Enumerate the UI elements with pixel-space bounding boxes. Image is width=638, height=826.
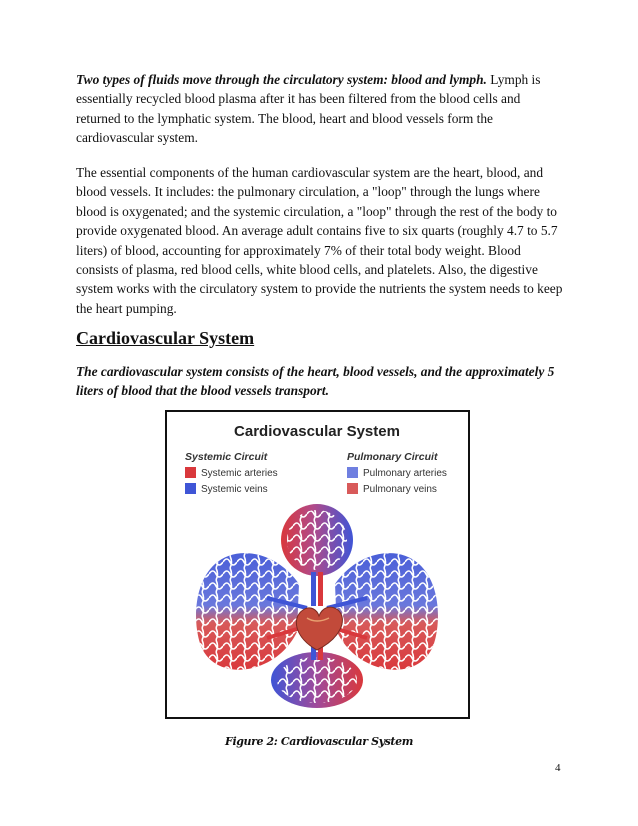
- heart-icon: [296, 607, 342, 650]
- legend-swatch-systemic-veins: [185, 483, 196, 494]
- page-number: 4: [555, 762, 561, 774]
- legend-systemic-veins: Systemic veins: [201, 484, 268, 495]
- right-lung-lobe: [335, 553, 438, 670]
- cardiovascular-diagram: [167, 412, 468, 717]
- legend-systemic-header: Systemic Circuit: [185, 451, 268, 463]
- cardiovascular-figure: [165, 410, 470, 719]
- legend-pulmonary-veins: Pulmonary veins: [363, 484, 437, 495]
- legend-swatch-systemic-arteries: [185, 467, 196, 478]
- figure-title: Cardiovascular System: [234, 423, 400, 440]
- intro-paragraph: [76, 70, 566, 148]
- section-heading: Cardiovascular System: [76, 328, 255, 348]
- legend-pulmonary-arteries: Pulmonary arteries: [363, 468, 447, 479]
- legend-swatch-pulmonary-arteries: [347, 467, 358, 478]
- figure-caption: Figure 2: Cardiovascular System: [225, 735, 413, 748]
- legend-systemic-arteries: Systemic arteries: [201, 468, 278, 479]
- legend-swatch-pulmonary-veins: [347, 483, 358, 494]
- body-paragraph: The essential components of the human cardiovascular system are the heart, blood, and blood vessels. It includes: the pulmonary circulation, a "loop" through the lungs where blood is oxygenated; and the systemic circulation, a "loop" through the rest of the body to provide oxygenated blood. An average adult contains five to six quarts (roughly 4.7 to 5.7 liters) of blood, accounting for approximately 7% of their total body weight. Blood consists of plasma, red blood cells, white blood cells, and platelets. Also, the digestive system works with the circulatory system to provide the nutrients the system needs to keep the heart pumping.: [76, 165, 563, 316]
- intro-rest: Lymph is essentially recycled blood plasma after it has been filtered from the blood cells and returned to the lymphatic system. The blood, heart and blood vessels form the cardiovascular system.: [76, 72, 541, 146]
- left-lung-lobe: [196, 553, 299, 670]
- legend-pulmonary-header: Pulmonary Circuit: [347, 451, 438, 463]
- intro-lead: Two types of fluids move through the circulatory system: blood and lymph.: [76, 72, 487, 87]
- section-lead: The cardiovascular system consists of the heart, blood vessels, and the approximately 5 liters of blood that the blood vessels transport.: [76, 364, 555, 399]
